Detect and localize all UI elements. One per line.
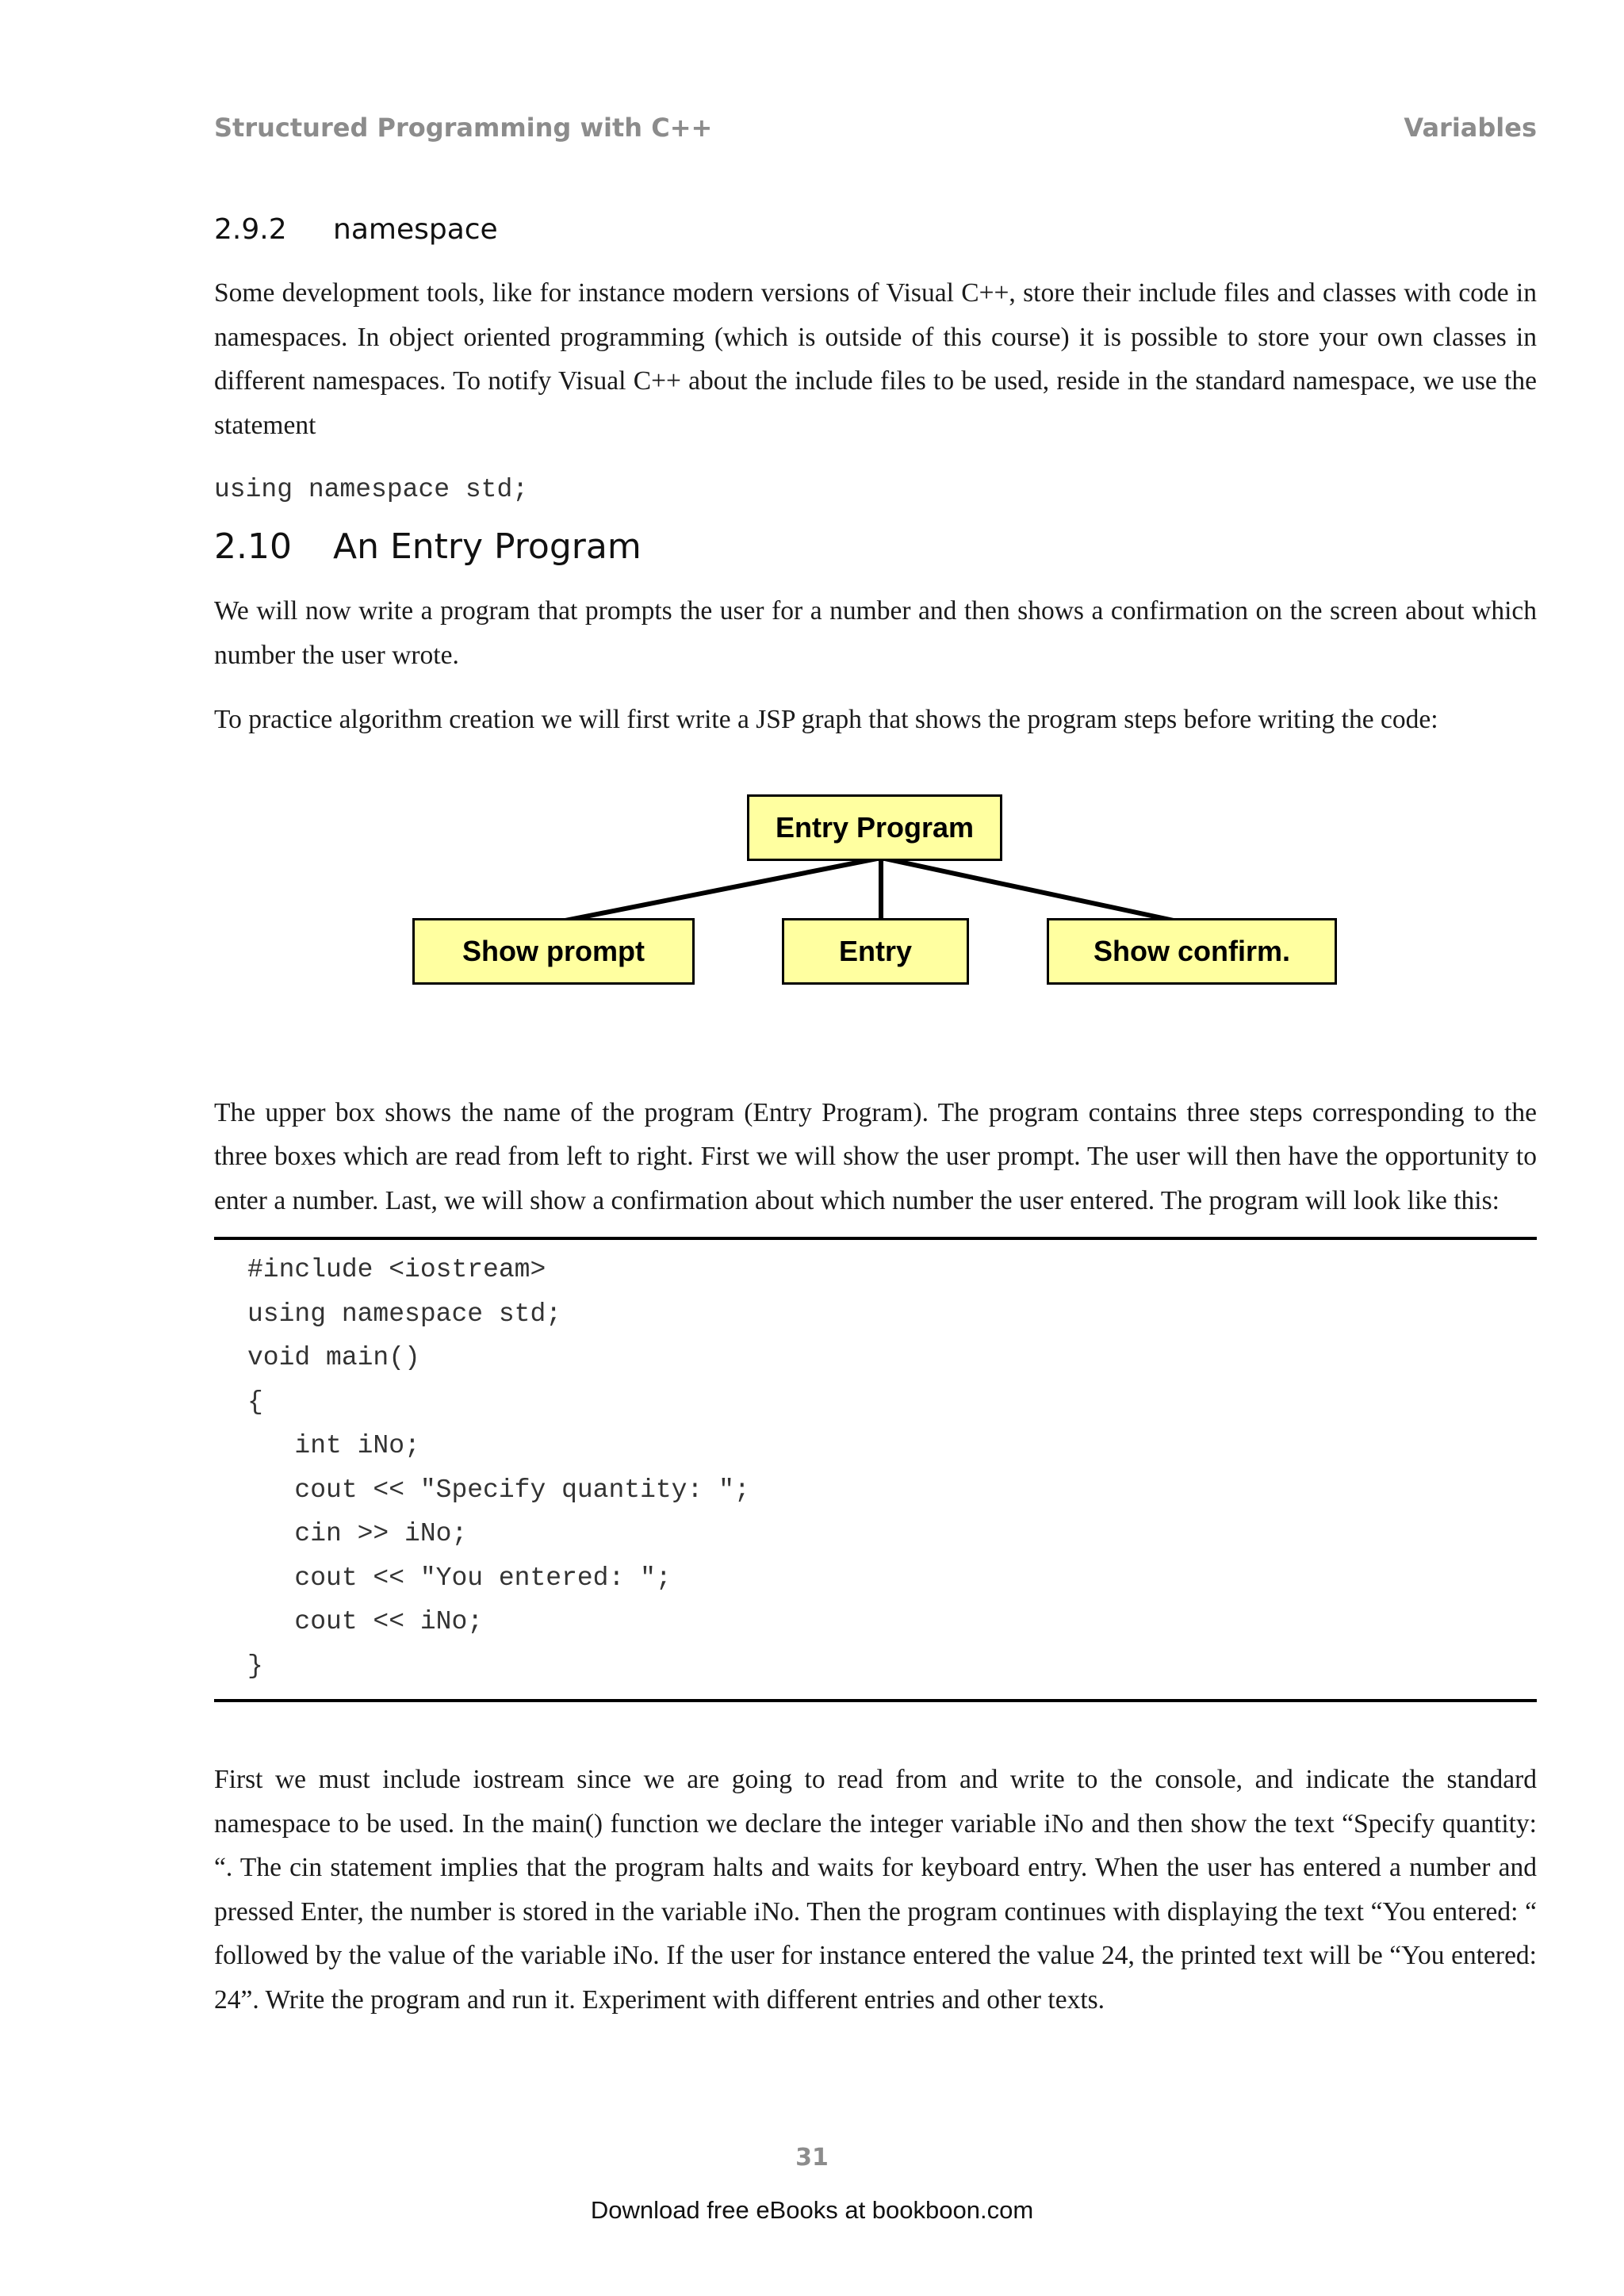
code-line: cout << iNo; [247,1607,484,1636]
section-title: An Entry Program [333,526,642,567]
section-heading-2-9-2 [214,208,1537,252]
code-line: void main() [247,1343,420,1372]
download-link[interactable]: Download free eBooks at bookboon.com [590,2196,1034,2224]
page-number: 31 [795,2144,829,2172]
code-line: int iNo; [247,1431,420,1460]
section-number: 2.9.2 [214,213,287,246]
code-line: cout << "Specify quantity: "; [247,1475,750,1505]
section-heading-2-10 [214,521,1537,573]
code-line: } [247,1651,263,1681]
running-header [214,113,1537,143]
closing-paragraph: First we must include iostream since we are going to read from and write to the console, and indicate the standard namespace to be used. In the main() function we declare the integer variable iNo and then show the text “Specify quantity: “. The cin statement implies that the program halts and waits for keyboard entry. When the user has entered a number and pressed Enter, the number is stored in the variable iNo. Then the program continues with displaying the text “You entered: “ followed by the value of the variable iNo. If the user for instance entered the value 24, the printed text will be “You entered: 24”. Write the program and run it. Experiment with different entries and other texts. [214,1765,1537,2015]
intro-paragraph: We will now write a program that prompts the user for a number and then shows a confirmation on the screen about which number the user wrote. [214,596,1537,670]
code-line: #include <iostream> [247,1255,546,1284]
explanation-paragraph: The upper box shows the name of the program (Entry Program). The program contains three steps corresponding to the three boxes which are read from left to right. First we will show the user prompt. The user will then have the opportunity to enter a number. Last, we will show a confirmation about which number the user entered. The program will look like this: [214,1097,1537,1215]
diagram-step-box: Show prompt [412,918,695,985]
code-listing [214,1237,1537,1702]
page-content [214,208,1537,2042]
code-line: using namespace std; [247,1299,562,1329]
section-number: 2.10 [214,526,292,567]
book-title: Structured Programming with C++ [214,113,713,143]
chapter-title: Variables [1404,113,1537,143]
connector-line [881,858,1185,923]
jsp-diagram [214,783,1537,1045]
diagram-step-box: Entry [782,918,969,985]
diagram-root-box: Entry Program [747,794,1002,861]
diagram-step-box: Show confirm. [1047,918,1337,985]
code-line: cin >> iNo; [247,1519,468,1548]
namespace-paragraph: Some development tools, like for instance modern versions of Visual C++, store their include files and classes with code in namespaces. In object oriented programming (which is outside of this course) it is possible to store your own classes in different namespaces. To notify Visual C++ about the include files to be used, reside in the standard namespace, we use the statement [214,278,1537,440]
jsp-intro-paragraph: To practice algorithm creation we will first write a JSP graph that shows the program steps before writing the code: [214,705,1438,734]
connector-line [553,858,881,923]
code-line: cout << "You entered: "; [247,1563,672,1593]
code-line: { [247,1387,263,1417]
section-title: namespace [333,213,498,246]
namespace-code: using namespace std; [214,475,529,504]
